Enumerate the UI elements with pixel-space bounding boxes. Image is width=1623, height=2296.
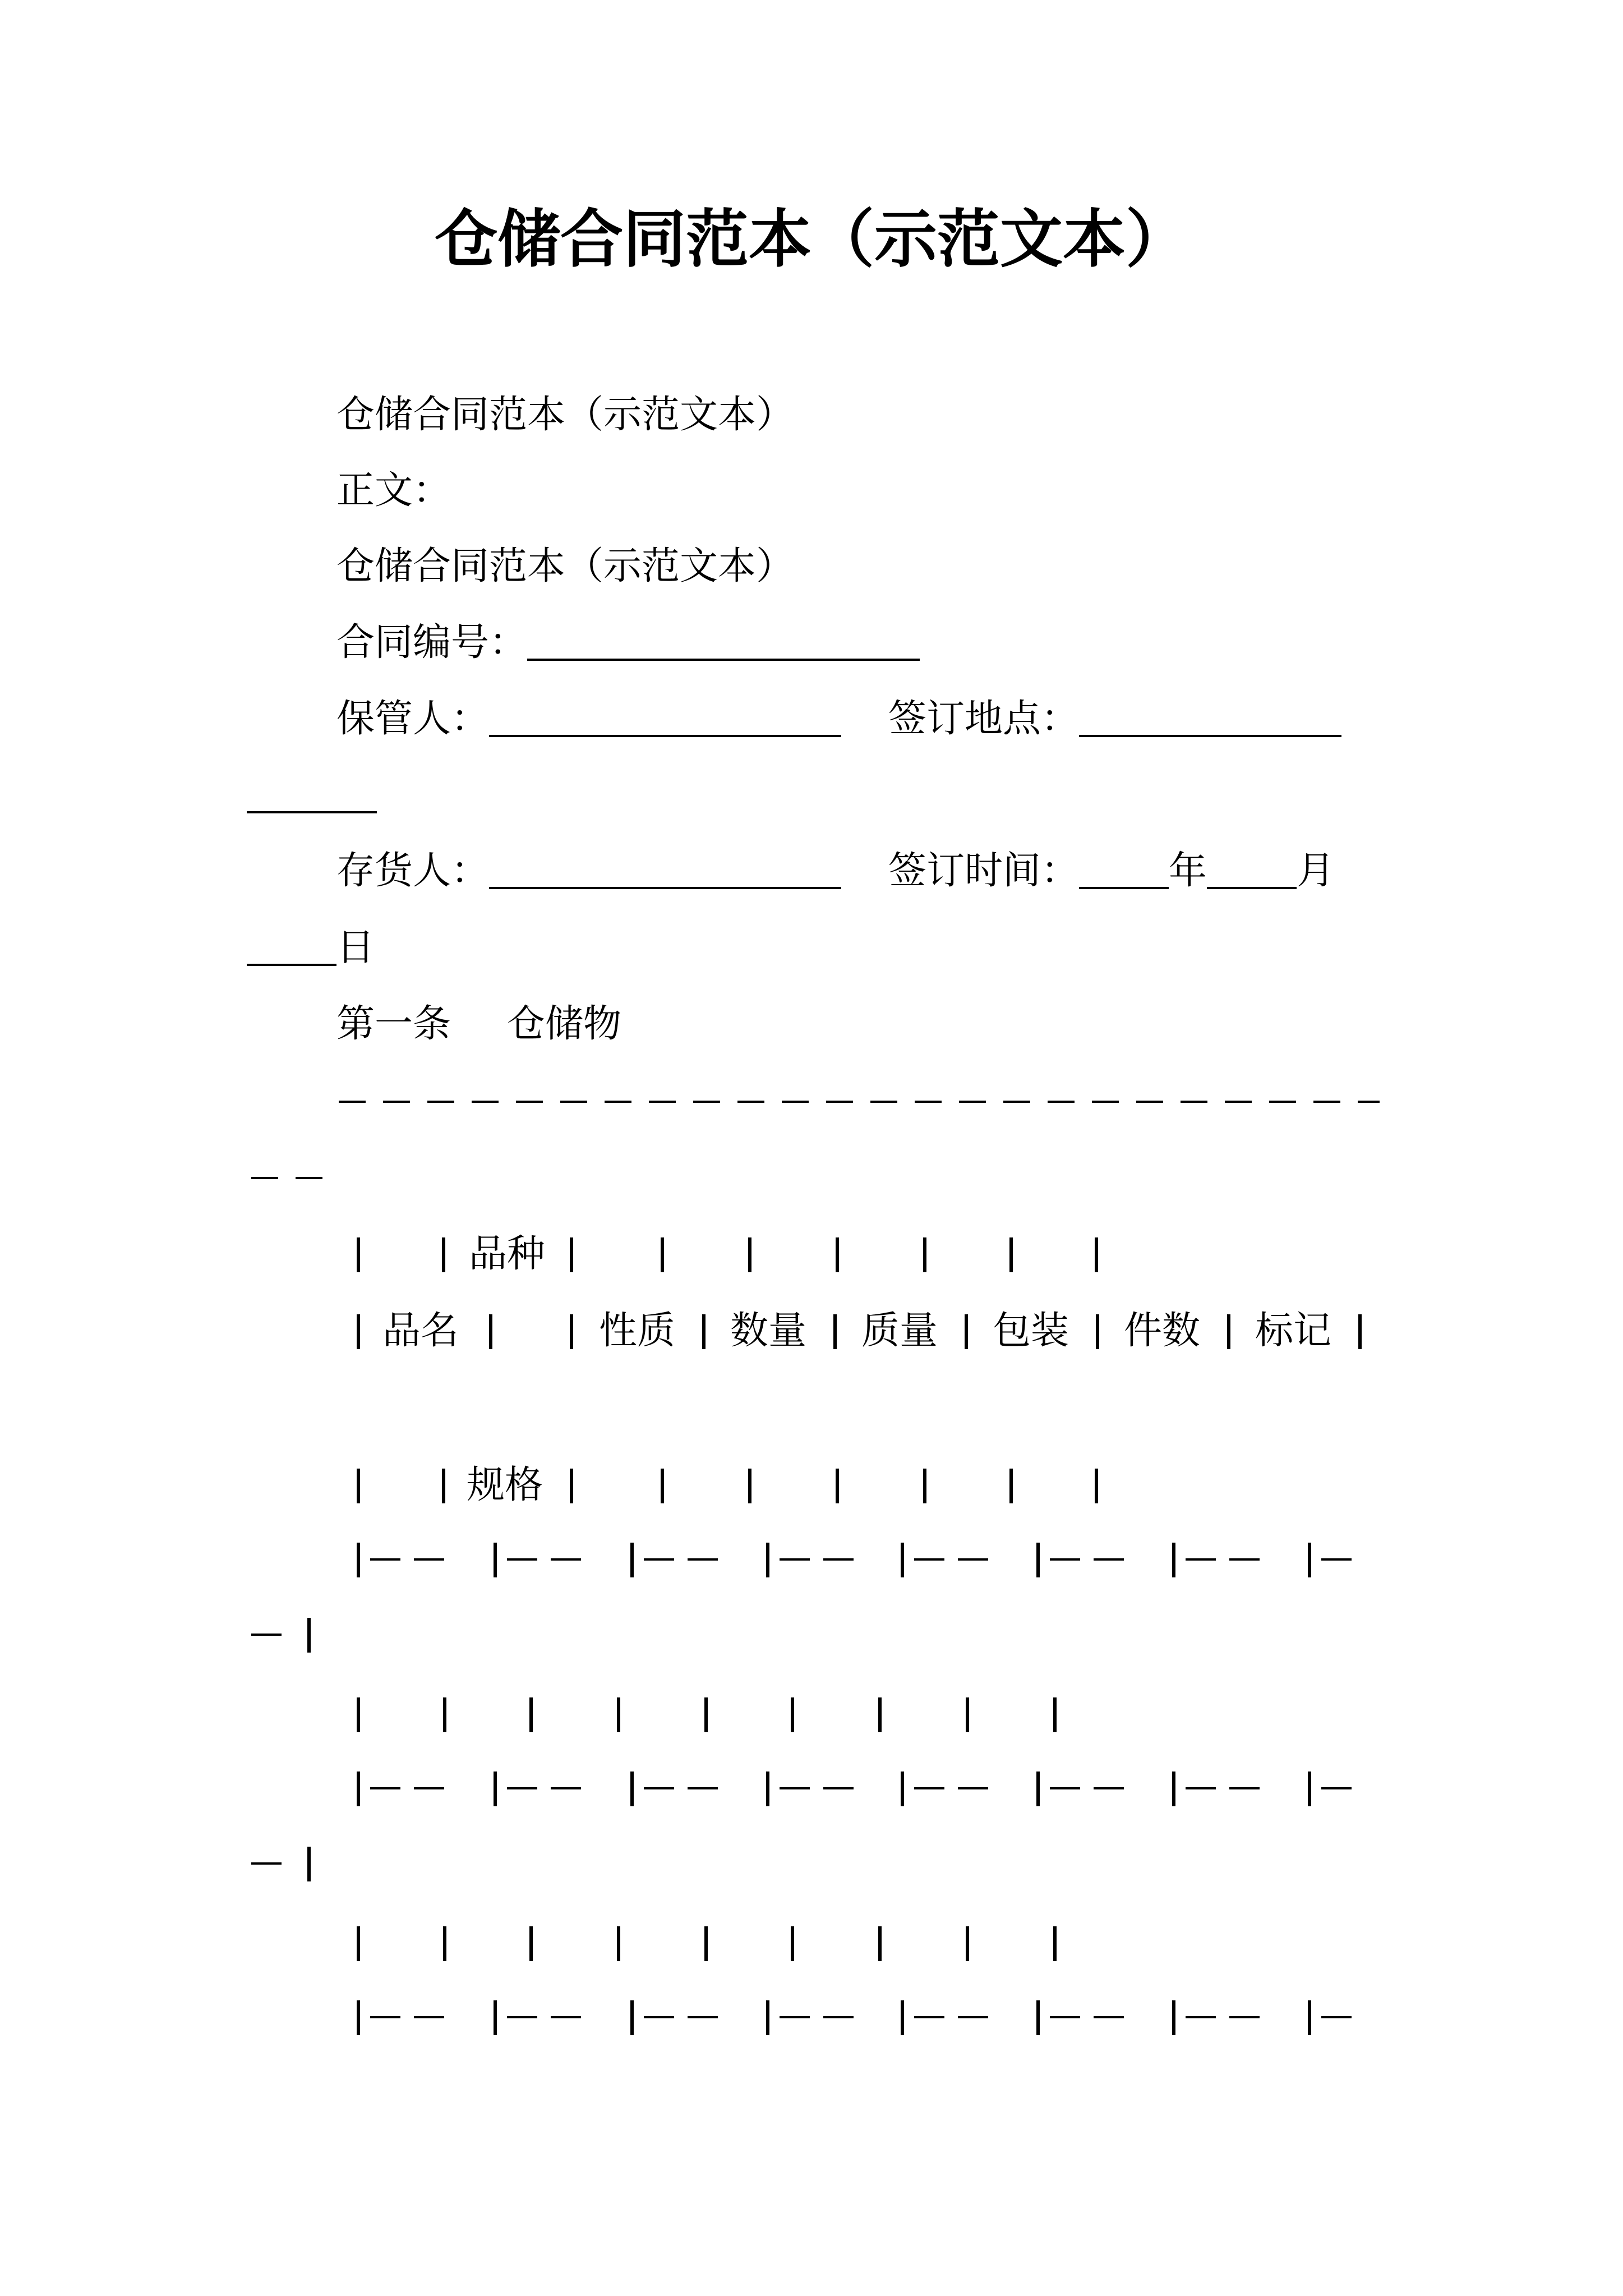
table-dash: [1321, 1558, 1352, 1561]
table-bar: [766, 2000, 769, 2035]
table-bar: [923, 1469, 926, 1503]
table-bar: [702, 1314, 706, 1349]
table-dash: [1186, 1558, 1216, 1561]
table-bar: [1036, 1772, 1040, 1806]
table-bar: [965, 1314, 968, 1349]
table-bar: [630, 1543, 634, 1577]
header-pinming: 品名: [382, 1309, 459, 1353]
table-bar: [1172, 1543, 1175, 1577]
table-dash: [1321, 1787, 1352, 1789]
table-dash: [551, 2016, 581, 2018]
table-bar: [494, 1543, 497, 1577]
header-pinzhong: 品种: [469, 1232, 546, 1276]
table-bar: [704, 1926, 708, 1961]
table-dash: [1229, 1558, 1260, 1561]
table-bar: [307, 1847, 311, 1881]
table-bar: [966, 1926, 969, 1961]
table-bar: [748, 1237, 751, 1272]
table-dash: [1094, 2016, 1124, 2018]
day-blank[interactable]: [247, 920, 336, 966]
sign-place-blank-cont[interactable]: [247, 767, 377, 813]
table-bar: [357, 1697, 360, 1732]
table-dash: [644, 1787, 674, 1789]
table-bar: [901, 1543, 904, 1577]
table-bar: [966, 1697, 969, 1732]
table-dash: [780, 2016, 810, 2018]
table-dash: [958, 1558, 988, 1561]
table-bar: [766, 1543, 769, 1577]
header-shuliang: 数量: [730, 1309, 807, 1353]
depositor-blank[interactable]: [489, 843, 841, 889]
table-bar: [923, 1237, 926, 1272]
table-bar: [529, 1697, 533, 1732]
table-bar: [1308, 2000, 1311, 2035]
table-bar: [494, 1772, 497, 1806]
table-dash: [1186, 2016, 1216, 2018]
table-dash: [914, 1558, 944, 1561]
table-top-rule-cont: [251, 1177, 328, 1179]
day-label: 日: [336, 926, 375, 970]
table-bar: [791, 1697, 794, 1732]
day-line: [247, 920, 375, 976]
article-1-title: 仓储物: [507, 1002, 622, 1046]
table-dash: [414, 1558, 444, 1561]
table-bar: [791, 1926, 794, 1961]
header-xingzhi: 性质: [599, 1309, 676, 1353]
table-bar: [766, 1772, 769, 1806]
table-bar: [357, 1314, 360, 1349]
heading-repeat-2: 仓储合同范本（示范文本）: [336, 544, 795, 588]
table-dash: [370, 1558, 400, 1561]
header-baozhuang: 包装: [993, 1309, 1069, 1353]
table-bar: [1095, 1469, 1098, 1503]
table-dash: [688, 1787, 718, 1789]
sign-place-continuation: [247, 767, 377, 823]
contract-number-line: [336, 615, 920, 671]
table-bar: [661, 1469, 664, 1503]
table-bar: [443, 1926, 446, 1961]
table-bar: [878, 1697, 882, 1732]
table-bar: [901, 2000, 904, 2035]
table-bar: [1009, 1469, 1013, 1503]
table-bar: [878, 1926, 882, 1961]
table-bar: [442, 1469, 445, 1503]
table-dash: [958, 2016, 988, 2018]
table-dash: [1186, 1787, 1216, 1789]
table-bar: [748, 1469, 751, 1503]
table-bar: [529, 1926, 533, 1961]
table-dash: [688, 2016, 718, 2018]
table-top-rule: [339, 1101, 1380, 1103]
sign-time-label: 签订时间：: [888, 849, 1080, 893]
table-bar: [1308, 1772, 1311, 1806]
table-bar: [357, 1543, 360, 1577]
month-label: 月: [1297, 849, 1335, 893]
table-dash: [914, 2016, 944, 2018]
table-bar: [494, 2000, 497, 2035]
heading-repeat: 仓储合同范本（示范文本）: [336, 393, 795, 437]
table-dash: [1050, 1787, 1080, 1789]
year-label: 年: [1169, 849, 1207, 893]
table-dash: [1321, 2016, 1352, 2018]
header-guige: 规格: [467, 1463, 543, 1507]
year-blank[interactable]: [1079, 843, 1169, 889]
table-dash: [507, 2016, 537, 2018]
table-bar: [1036, 1543, 1040, 1577]
table-dash: [1050, 2016, 1080, 2018]
table-bar: [617, 1697, 620, 1732]
custodian-line: [336, 691, 1341, 747]
table-dash: [370, 2016, 400, 2018]
table-bar: [443, 1697, 446, 1732]
table-bar: [570, 1469, 573, 1503]
table-bar: [570, 1314, 573, 1349]
table-dash: [914, 1787, 944, 1789]
table-bar: [630, 1772, 634, 1806]
table-dash: [251, 1862, 282, 1865]
header-jianshu: 件数: [1124, 1309, 1201, 1353]
table-dash: [780, 1558, 810, 1561]
header-biaoji: 标记: [1255, 1309, 1332, 1353]
table-dash: [507, 1787, 537, 1789]
table-dash: [780, 1787, 810, 1789]
table-bar: [617, 1926, 620, 1961]
table-bar: [489, 1314, 492, 1349]
table-bar: [704, 1697, 708, 1732]
table-dash: [1094, 1787, 1124, 1789]
table-bar: [357, 2000, 360, 2035]
table-bar: [570, 1237, 573, 1272]
table-dash: [551, 1787, 581, 1789]
table-dash: [551, 1558, 581, 1561]
table-bar: [1172, 1772, 1175, 1806]
custodian-blank[interactable]: [489, 691, 841, 737]
table-dash: [644, 1558, 674, 1561]
table-bar: [357, 1237, 360, 1272]
document-title: 仓储合同范本（示范文本）: [435, 203, 1188, 276]
table-bar: [1096, 1314, 1099, 1349]
table-dash: [823, 2016, 854, 2018]
table-bar: [357, 1772, 360, 1806]
table-dash: [644, 2016, 674, 2018]
table-dash: [1050, 1558, 1080, 1561]
table-dash: [688, 1558, 718, 1561]
contract-number-label: 合同编号：: [336, 620, 528, 665]
table-bar: [1308, 1543, 1311, 1577]
table-dash: [958, 1787, 988, 1789]
table-bar: [307, 1618, 311, 1653]
table-dash: [414, 1787, 444, 1789]
contract-number-blank[interactable]: [527, 615, 920, 661]
table-bar: [1095, 1237, 1098, 1272]
depositor-label: 存货人：: [336, 849, 490, 893]
table-bar: [1053, 1926, 1057, 1961]
main-text-label: 正文：: [336, 468, 451, 513]
depositor-line: [336, 843, 1335, 899]
table-bar: [661, 1237, 664, 1272]
table-bar: [1036, 2000, 1040, 2035]
header-zhiliang: 质量: [861, 1309, 938, 1353]
table-bar: [1358, 1314, 1362, 1349]
month-blank[interactable]: [1207, 843, 1297, 889]
table-dash: [1094, 1558, 1124, 1561]
table-bar: [836, 1469, 839, 1503]
table-dash: [507, 1558, 537, 1561]
table-bar: [836, 1237, 839, 1272]
table-bar: [833, 1314, 837, 1349]
custodian-label: 保管人：: [336, 697, 490, 741]
table-bar: [1053, 1697, 1057, 1732]
table-dash: [823, 1787, 854, 1789]
table-dash: [1229, 2016, 1260, 2018]
table-dash: [251, 1634, 282, 1636]
table-bar: [1227, 1314, 1230, 1349]
table-dash: [1229, 1787, 1260, 1789]
table-bar: [1009, 1237, 1013, 1272]
table-bar: [901, 1772, 904, 1806]
table-bar: [442, 1237, 445, 1272]
sign-place-label: 签订地点：: [888, 697, 1080, 741]
table-dash: [823, 1558, 854, 1561]
table-dash: [370, 1787, 400, 1789]
table-bar: [357, 1926, 360, 1961]
sign-place-blank[interactable]: [1079, 691, 1341, 737]
table-bar: [1172, 2000, 1175, 2035]
article-1-number: 第一条: [336, 1002, 451, 1046]
table-dash: [414, 2016, 444, 2018]
article-1-heading: [336, 996, 621, 1052]
table-bar: [630, 2000, 634, 2035]
table-bar: [357, 1469, 360, 1503]
